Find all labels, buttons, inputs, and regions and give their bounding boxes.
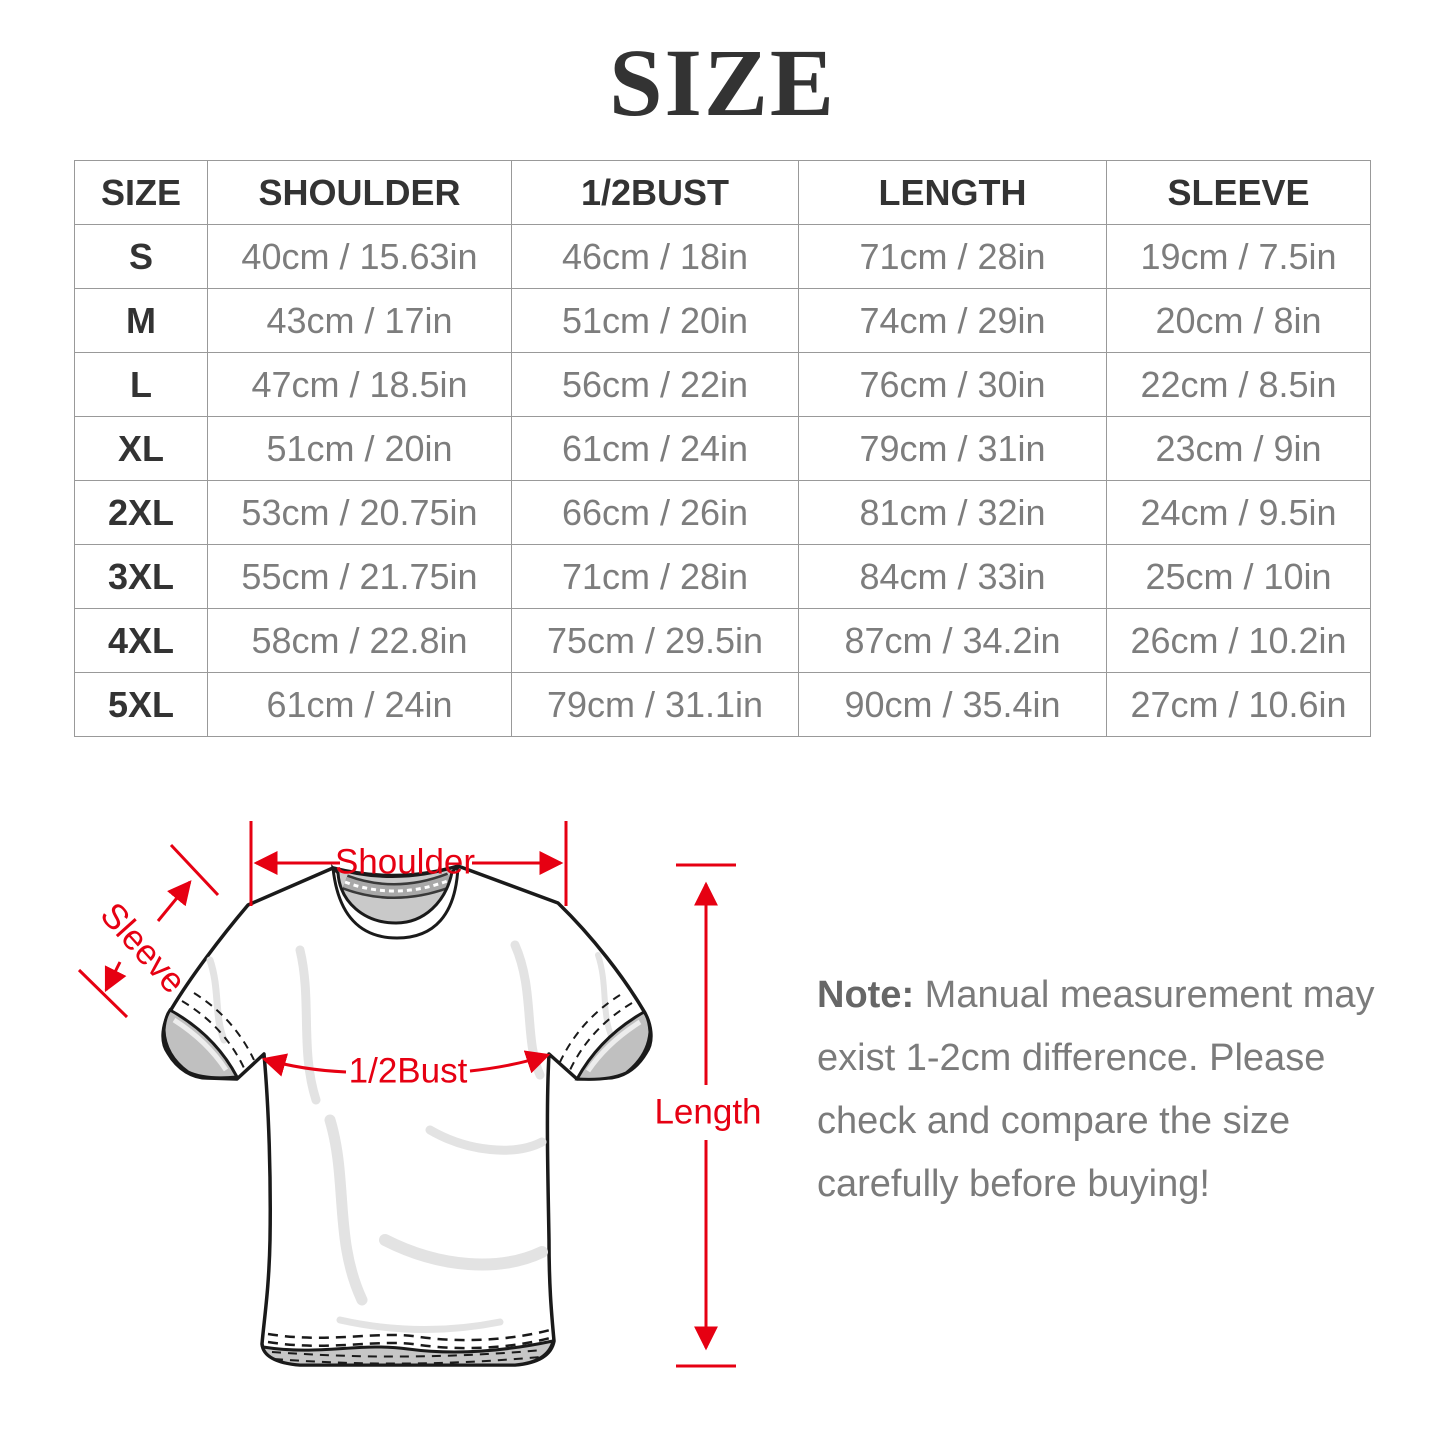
column-header: LENGTH: [799, 161, 1107, 225]
column-header: SHOULDER: [208, 161, 512, 225]
value-cell: 19cm / 7.5in: [1107, 225, 1371, 289]
value-cell: 55cm / 21.75in: [208, 545, 512, 609]
value-cell: 61cm / 24in: [208, 673, 512, 737]
value-cell: 51cm / 20in: [208, 417, 512, 481]
value-cell: 90cm / 35.4in: [799, 673, 1107, 737]
note-line-2: exist 1-2cm difference. Please: [817, 1037, 1326, 1079]
note-line-4: carefully before buying!: [817, 1163, 1210, 1205]
value-cell: 23cm / 9in: [1107, 417, 1371, 481]
value-cell: 74cm / 29in: [799, 289, 1107, 353]
shoulder-measure-label: Shoulder: [334, 842, 476, 882]
value-cell: 58cm / 22.8in: [208, 609, 512, 673]
value-cell: 27cm / 10.6in: [1107, 673, 1371, 737]
value-cell: 24cm / 9.5in: [1107, 481, 1371, 545]
value-cell: 40cm / 15.63in: [208, 225, 512, 289]
size-cell: S: [75, 225, 208, 289]
note-label: Note:: [817, 974, 915, 1016]
size-cell: 3XL: [75, 545, 208, 609]
value-cell: 66cm / 26in: [512, 481, 799, 545]
value-cell: 46cm / 18in: [512, 225, 799, 289]
size-cell: M: [75, 289, 208, 353]
value-cell: 61cm / 24in: [512, 417, 799, 481]
length-measure-label: Length: [654, 1092, 762, 1132]
value-cell: 53cm / 20.75in: [208, 481, 512, 545]
size-cell: 5XL: [75, 673, 208, 737]
column-header: SLEEVE: [1107, 161, 1371, 225]
size-cell: XL: [75, 417, 208, 481]
value-cell: 79cm / 31.1in: [512, 673, 799, 737]
size-cell: 2XL: [75, 481, 208, 545]
value-cell: 84cm / 33in: [799, 545, 1107, 609]
size-cell: 4XL: [75, 609, 208, 673]
note-text: [817, 964, 1397, 1216]
tshirt-outline: [163, 866, 651, 1365]
value-cell: 25cm / 10in: [1107, 545, 1371, 609]
note-line-3: check and compare the size: [817, 1100, 1291, 1142]
value-cell: 43cm / 17in: [208, 289, 512, 353]
column-header: 1/2BUST: [512, 161, 799, 225]
page-title: SIZE: [609, 29, 836, 136]
column-header: SIZE: [75, 161, 208, 225]
sleeve-measure-label: Sleeve: [92, 895, 194, 1001]
value-cell: 22cm / 8.5in: [1107, 353, 1371, 417]
size-cell: L: [75, 353, 208, 417]
value-cell: 87cm / 34.2in: [799, 609, 1107, 673]
value-cell: 71cm / 28in: [512, 545, 799, 609]
value-cell: 26cm / 10.2in: [1107, 609, 1371, 673]
value-cell: 71cm / 28in: [799, 225, 1107, 289]
note-line-1: Manual measurement may: [924, 974, 1375, 1016]
value-cell: 47cm / 18.5in: [208, 353, 512, 417]
value-cell: 81cm / 32in: [799, 481, 1107, 545]
bust-measure-label: 1/2Bust: [348, 1051, 468, 1091]
value-cell: 75cm / 29.5in: [512, 609, 799, 673]
value-cell: 20cm / 8in: [1107, 289, 1371, 353]
value-cell: 51cm / 20in: [512, 289, 799, 353]
value-cell: 56cm / 22in: [512, 353, 799, 417]
value-cell: 79cm / 31in: [799, 417, 1107, 481]
value-cell: 76cm / 30in: [799, 353, 1107, 417]
